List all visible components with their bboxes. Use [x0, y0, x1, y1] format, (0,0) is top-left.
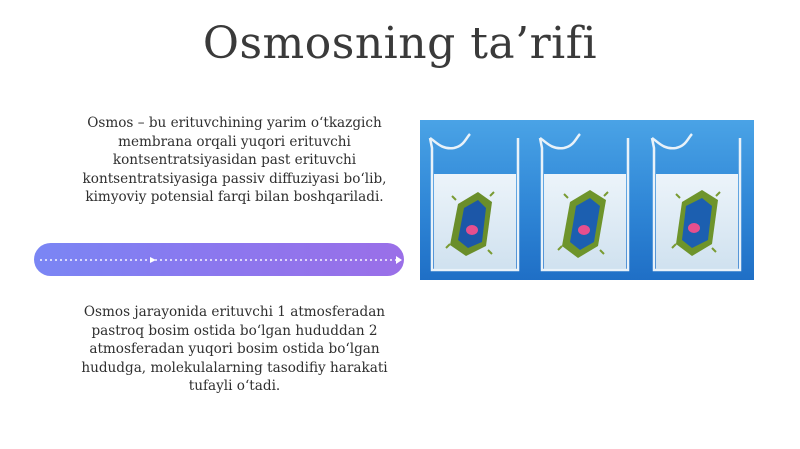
arrow-line-icon [34, 243, 404, 276]
beaker-1 [430, 134, 518, 270]
beakers-with-plant-cells-illustration [420, 120, 754, 280]
definition-paragraph: Osmos – bu erituvchining yarim o‘tkazgich membrana orqali yuqori erituvchi kontsentratsiyasidan past erituvchi kontsentratsiyasiga passiv diffuziyasi bo‘lib, kimyoviy potensial farqi bilan boshqariladi. [82, 115, 387, 205]
beaker-2 [540, 134, 628, 270]
process-paragraph: Osmos jarayonida erituvchi 1 atmosferadan pastroq bosim ostida bo‘lgan hududdan 2 atmosferadan yuqori bosim ostida bo‘lgan hududga, molekulalarning tasodifiy harakati tufayli o‘tadi. [81, 304, 388, 394]
beaker-3 [652, 134, 740, 270]
arrow-line-divider [34, 243, 404, 276]
slide-title: Osmosning ta’rifi [202, 18, 598, 69]
